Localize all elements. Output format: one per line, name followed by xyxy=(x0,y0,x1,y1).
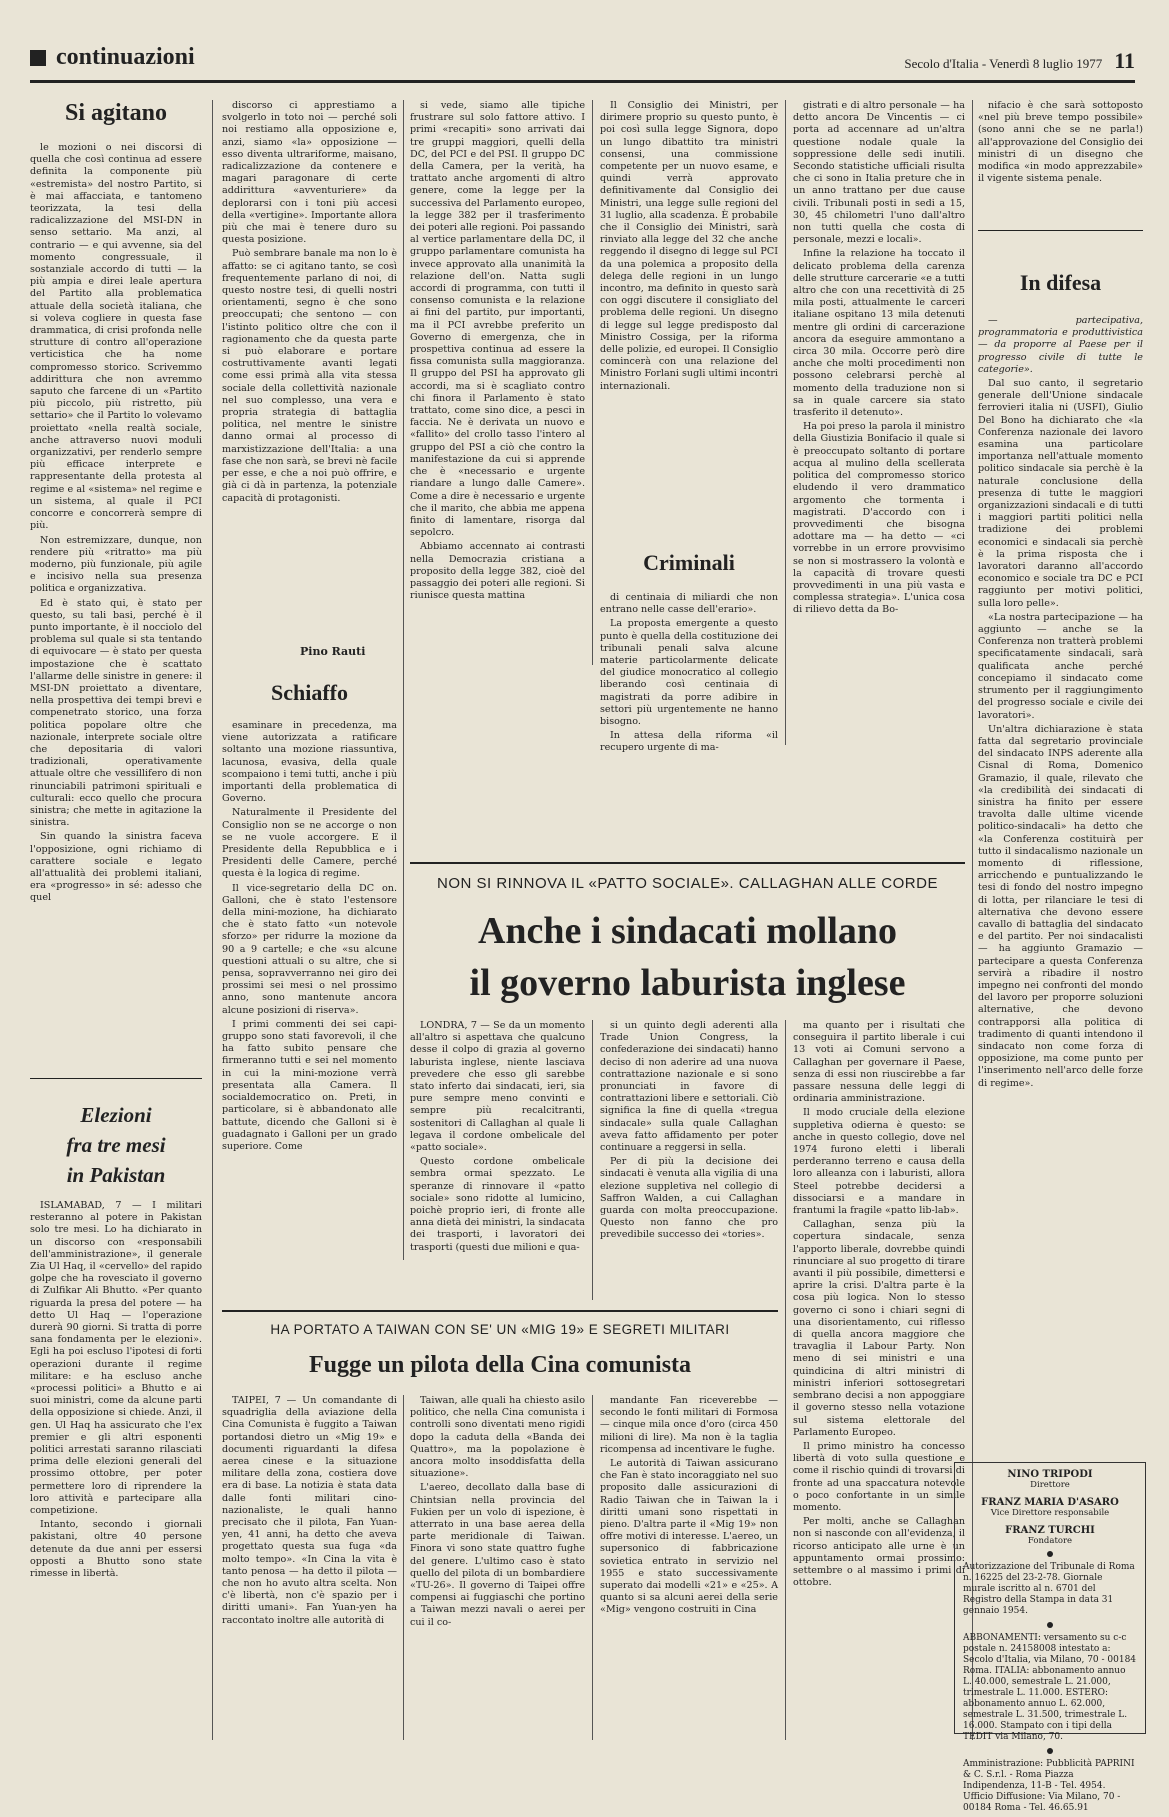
paragraph: Infine la relazione ha toccato il delicato problema della carenza delle strutture carcerarie «e a tutti altro che con una recettività di 25 mila posti, attualmente le carceri italiane ospitano 13 mila detenuti mentre gli ordini di carcerazione ancora da eseguire ammontano a circa 30 mila. Occorre però dire anche che molti procedimenti non possono celebrarsi perchè al momento della traduzione non si sa in quale carcere sia stato trasferito il detenuto». xyxy=(793,248,965,419)
article-pilota-col3 xyxy=(600,1395,778,1740)
paragraph: Sin quando la sinistra faceva l'opposizione, ogni richiamo di carattere sociale e legato all'attualità dei problemi italiani, era «progresso» in sé: adesso che quel xyxy=(30,831,202,904)
bullet-icon xyxy=(1047,1551,1053,1557)
headline-line: fra tre mesi xyxy=(66,1133,166,1157)
director-name: NINO TRIPODI xyxy=(1007,1469,1093,1480)
paragraph: ISLAMABAD, 7 — I militari resteranno al potere in Pakistan solo tre mesi. Lo ha dichiarato in un discorso con «responsabili dell'amministrazione», il generale Zia Ul Haq, il «cervello» del rapido golpe che ha rovesciato il governo di Zulfikar Ali Bhutto. «Per quanto riguarda la presa del potere — ha detto Ul Haq — l'operazione durerà 90 giorni. Si tratta di porre sana fondamenta per le elezioni». Egli ha poi escluso l'ipotesi di forti operazioni durante il regime militare: e ha escluso anche «processi politici» a Bhutto e ai suoi ministri, come da alcune parti della opposizione si chiede. Anzi, il gen. Ul Haq ha assicurato che l'ex premier e gli altri esponenti politici arrestati saranno rilasciati prima delle elezioni generali del prossimo ottobre, per poter permettere loro di riprendere la loro attività e partecipare alla competizione. xyxy=(30,1200,202,1517)
article-pilota-col1 xyxy=(222,1395,397,1740)
subscription-text: ABBONAMENTI: versamento su c-c postale n. 24158008 intestato a: Secolo d'Italia, via Milano, 70 - 00184 Roma. ITALIA: abbonamento annuo L. 40.000, semestrale L. 21.000, trimestrale L. 11.000. ESTERO: abbonamento annuo L. 62.000, semestrale L. 31.500, trimestrale L. 16.000. Stampato con i tipi della TEDIT via Milano, 70. xyxy=(963,1633,1137,1742)
paragraph: I primi commenti dei sei capi-gruppo sono stati favorevoli, il che ha fatto subito pensare che firmeranno tutti e sei nel momento in cui la mini-mozione verrà presentata alla Camera. Il socialdemocratico on. Preti, in particolare, si è abbandonato alle battute, dicendo che Galloni si è guadagnato i Galloni per un grado superiore. Come xyxy=(222,1018,397,1152)
column-rule xyxy=(403,100,404,1260)
founder-role: Fondatore xyxy=(1027,1536,1073,1546)
paragraph: Le autorità di Taiwan assicurano che Fan è stato incoraggiato nel suo proposito dalle assicurazioni di Radio Taiwan che in Taiwan la i diritti umani sono rispettati in pieno. D'altra parte il «Mig 19» non offre motivi di interesse. L'aereo, un supersonico di fabbricazione sovietica entrato in servizio nel 1955 e stato successivamente superato dai modelli «21» e «25». A quanto si sa alcuni aerei della serie «Mig» vengono costruiti in Cina xyxy=(600,1458,778,1616)
headline-sindacati xyxy=(410,905,965,1009)
paragraph: Non estremizzare, dunque, non rendere più «ritratto» ma più moderno, più funzionale, più agile e incisivo nella sua presenza politica e organizzativa. xyxy=(30,534,202,595)
author-signature: Pino Rauti xyxy=(300,645,366,658)
paragraph: discorso ci apprestiamo a svolgerlo in toto noi — perché soli noi restiamo alla opposizione e, anzi, siamo «la» opposizione — esso diventa ultrariforme, maisano, radicalizzazione da contenere e magari paragonare di certe addirittura «avventuriere» da deplorarsi con i toni più accesi della «vertigine». Importante allora più che mai è tenere duro su questa posizione. xyxy=(222,100,397,246)
article-criminali-col5 xyxy=(793,100,965,745)
administration-text: Amministrazione: Pubblicità PAPRINI & C. S.r.l. - Roma Piazza Indipendenza, 11-B - Tel. 4954. Ufficio Diffusione: Via Milano, 70 - 00184 Roma - Tel. 46.65.91 xyxy=(963,1759,1135,1813)
divider xyxy=(978,230,1143,231)
paragraph: Il primo ministro ha concesso libertà di voto sulla questione e come il rischio quindi di trovarsi di fronte ad una spaccatura notevole o poco confortante in un simile momento. xyxy=(793,1440,965,1513)
headline-line: in Pakistan xyxy=(66,1163,166,1187)
headline-line: Elezioni xyxy=(80,1103,152,1127)
headline-criminali: Criminali xyxy=(643,550,735,575)
headline-line: Anche i sindacati mollano xyxy=(477,910,898,952)
paragraph: Il modo cruciale della elezione suppletiva odierna è questo: se anche in questo collegio, dove nel 1974 furono eletti i liberali perderanno terreno e causa della loro alleanza con i laburisti, allora Steel potrebbe decidersi a dissociarsi e a mandare in frantumi la fragile «patto lib-lab». xyxy=(793,1107,965,1217)
bullet-icon xyxy=(1047,1622,1053,1628)
paragraph: Intanto, secondo i giornali pakistani, oltre 40 persone detenute da due anni per essersi opposti a Bhutto sono state rimesse in libertà. xyxy=(30,1519,202,1580)
article-si-agitano-col2 xyxy=(222,100,397,640)
article-criminali-col6 xyxy=(978,100,1143,220)
section-label: continuazioni xyxy=(56,44,195,70)
masthead xyxy=(30,40,1135,83)
article-sindacati-col2 xyxy=(600,1020,778,1300)
founder-name: FRANZ TURCHI xyxy=(1005,1525,1095,1536)
paragraph: Ha poi preso la parola il ministro della Giustizia Bonifacio il quale si è preoccupato soltanto di portare acqua al mulino della scellerata politica del compromesso storico eludendo il vero drammatico argomento che tormenta i magistrati. D'accordo con i provvedimenti che bisogna adottare ma — ha detto — «ci vorrebbe in un errore provvisimo se non si mostrassero la volontà e la capacità di trovare questi provvedimenti in una più vasta e complessa strategia». L'unica cosa di rilievo detta da Bo- xyxy=(793,421,965,616)
headline-si-agitano: Si agitano xyxy=(64,100,168,126)
divider xyxy=(410,862,965,864)
paragraph: Il Consiglio dei Ministri, per dirimere proprio su questo punto, è poi così sulla legge Signora, dopo un lungo dibattito tra ministri consensi, una commissione competente per un nuovo esame, e quindi verrà approvato definitivamente dal Consiglio dei Ministri, una legge sulle regioni del 31 luglio, alla scadenza. È probabile che il Consiglio dei Ministri, sarà rinviato alla legge del 32 che anche reggendo il disegno di legge sul PCI da una polemica a proposito della delega delle regioni in un lungo incontro, ma definito in questo sarà con oggi discutere il consigliato del problema delle regioni. Un disegno di legge sul legge predisposto dal Ministro Cossiga, per la riforma delle polizie, ed europei. Il Consiglio comincerà con una relazione del Ministro Forlani sugli ultimi incontri internazionali. xyxy=(600,100,778,392)
article-elezioni-body xyxy=(30,1200,202,1740)
column-rule xyxy=(785,1020,786,1740)
paragraph: di centinaia di miliardi che non entrano nelle casse dell'erario». xyxy=(600,592,778,616)
paragraph: gistrati e di altro personale — ha detto ancora De Vincentis — ci porta ad accennare ad un'altra questione nodale quale la soppressione delle sedi inutili. Secondo statistiche ufficiali risulta che ci sono in Italia preture che in un anno trattano per due cause civili. Tribunali posti in sedi a 15, 30, 45 chilometri l'uno dall'altro non tutti quella che costa di personale, mezzi e locali». xyxy=(793,100,965,246)
paragraph: mandante Fan riceverebbe — secondo le fonti militari di Formosa — cinque mila once d'oro (circa 450 milioni di lire). Ma non è la taglia ricompensa ad incentivare le fughe. xyxy=(600,1395,778,1455)
column-rule xyxy=(592,1395,593,1740)
paragraph: si vede, siamo alle tipiche frustrare sul solo fattore attivo. I primi «recapiti» sono arrivati dai tre gruppi maggiori, quelli della DC, del PCI e del PSI. Il gruppo DC della Camera, per la verità, ha trattato anche argomenti di altro genere, come la legge per la successiva del Parlamento europeo, la legge 382 per il trasferimento dei poteri alle regioni. Poi passando al vertice parlamentare della DC, il gruppo parlamentare comunista ha invece approvato alla unanimità la relazione dell'on. Natta sugli accordi di programma, con tutti il consenso comunista e la relazione ai fini del partito, pur importanti, ma il PCI avrebbe preferito un Governo di emergenza, che in prospettiva continua ad essere la fissa comunista sulla maggioranza. Il gruppo del PSI ha approvato gli accordi, ma si è scagliato contro chi finora il Parlamento è stato trattato, come sino dice, a pesci in faccia. Ne è derivata un nuovo e «fallito» del crollo tasso l'intero al gruppo del PSI a ciò che contro la manifestazione da cui si apprende che è «necessario e urgente riandare a lungo dalle Camere». Come a dire è necessario e urgente che il marito, che abbia me appena finito di lamentare, risorga dal sepolcro. xyxy=(410,100,585,539)
kicker-sindacati: NON SI RINNOVA IL «PATTO SOCIALE». CALLAGHAN ALLE CORDE xyxy=(437,875,938,892)
paragraph: La proposta emergente a questo punto è quella della costituzione dei tribunali penali salva alcune materie particolarmente delicate del giudice monocratico al collegio liberando così centinaia di magistrati da porre adibire in settori più urgentemente ne hanno bisogno. xyxy=(600,618,778,728)
paragraph: si un quinto degli aderenti alla Trade Union Congress, la confederazione dei sindacati) hanno deciso di non aderire ad una nuova contrattazione nazionale e si sono pronunciati in favore di contrattazioni libere e settoriali. Ciò significa la fine di quella «tregua sindacale» sulla quale Callaghan aveva fatto affidamento per poter continuare a reggersi in sella. xyxy=(600,1020,778,1154)
article-consiglio-col4 xyxy=(600,100,778,530)
paragraph: Può sembrare banale ma non lo è affatto: se ci agitano tanto, se così frequentemente parlano di noi, di questo nostre tesi, di quelli nostri orientamenti, segno è che sono preoccupati; che sentono — con l'istinto politico oltre che con il ragionamento che da questa parte si può elaborare e portare costruttivamente avanti legati come essi primà alla vita stessa sociale della collettività nazionale nel suo complesso, una vera e propria strategia di battaglia politica, nel mentre le sinistre danno ormai al processo di marxistizzazione dell'Italia: a una fase che non sarà, se brevi nè facile per esse, e che a noi può offrire, e già ci dà in partenza, la potenziale capacità di protagonisti. xyxy=(222,248,397,504)
article-si-agitano-col1 xyxy=(30,142,202,1062)
registration-text: Autorizzazione del Tribunale di Roma n. 16225 del 23-2-78. Giornale murale iscritto al n. 6701 del Registro della Stampa in data 31 gennaio 1954. xyxy=(963,1562,1135,1616)
paragraph: Dal suo canto, il segretario generale dell'Unione sindacale ferrovieri italia ni (USFI), Giulio Del Bono ha dichiarato che «la Conferenza nazionale dei lavoro esamina una particolare importanza nell'attuale momento politico sindacale sia perchè è la naturale conclusione della presenza di tutte le maggiori organizzazioni sindacali e di tutti i maggiori partiti politici nella tradizione dei problemi economici e sindacali sia perchè è la prima risposta che i lavoratori daranno all'accordo economico e sociale tra DC e PCI raggiunto per motivi politici, sulla loro pelle». xyxy=(978,378,1143,609)
paragraph: Per molti, anche se Callaghan non si nasconde con all'evidenza, il ricorso anticipato alle urne è un appuntamento ormai prossimo: settembre o al massimo i primi di ottobre. xyxy=(793,1516,965,1589)
divider xyxy=(30,1078,202,1079)
paragraph: — partecipativa, programmatoria e produttivistica — da proporre al Paese per il progresso civile di tutte le categorie». xyxy=(978,315,1143,375)
article-sindacati-col1 xyxy=(410,1020,585,1300)
paragraph: Un'altra dichiarazione è stata fatta dal segretario provinciale del sindacato INPS aderente alla Cisnal di Roma, Domenico Gramazio, il quale, rilevato che «la credibilità dei sindacati di sinistra ha finito per essere travolta dalle ultime vicende politico-sindacali» ha detto che «la Conferenza costituirà per tutto il sindacalismo nazionale un momento di riflessione, arricchendo e puntualizzando le tesi di fondo del nostro impegno di lotta, per rilanciare le tesi di alternativa che devono essere cavallo di battaglia del sindacato e del partito. Per noi sindacalisti — ha aggiunto Gramazio — partecipare a questa Conferenza servirà a ribadire il nostro impegno nei confronti del mondo del lavoro per proporre soluzioni alternative, che devono contrapporsi alla politica di tradimento di quanti intendono il sindacato non come forza di opposizione, ma come punto per l'inserimento nell'arco delle forze di regime». xyxy=(978,723,1143,1089)
paragraph: TAIPEI, 7 — Un comandante di squadriglia della aviazione della Cina Comunista è fuggito a Taiwan portandosi dietro un «Mig 19» e documenti riguardanti la difesa aerea cinese e la situazione militare della zona, costiera dove era di base. La notizia è stata data dalle fonti militari cino-nazionaliste, le quali hanno precisato che il pilota, Fan Yuan-yen, 41 anni, ha detto che aveva progettato questa sua fuga «da molto tempo». «In Cina la vita è tanto penosa — ha detto il pilota — che non ho avuto altra scelta. Non c'è libertà, non c'è spazio per i diritti umani». Fan Yuan-yen ha raccontato inoltre alle autorità di xyxy=(222,1395,397,1626)
divider xyxy=(222,1310,778,1312)
article-sindacati-col3 xyxy=(793,1020,965,1740)
paragraph: Abbiamo accennato ai contrasti nella Democrazia cristiana a proposito della legge 382, cioè del passaggio dei poteri alle regioni. Si riunisce questa mattina xyxy=(410,541,585,602)
paragraph: le mozioni o nei discorsi di quella che così continua ad essere definita la componente più «estremista» del nostro Partito, si è mai affacciata, e tantomeno teorizzata, la tesi della radicalizzazione del MSI-DN in senso settario. Ma anzi, al contrario — e qui avvenne, sia del momento congressuale, il sostanziale accordo di tutti — la più ampia e direi leale apertura del Partito alla problematica attuale della società italiana, che si voleva cogliere in questa fase drammatica, di crisi profonda nelle strutture di contro all'operazione verticistica che ha nome compromesso storico. Scrivemmo addirittura che non avremmo saputo che farcene di un «Partito più piccolo, più ristretto, più settario» che il Partito lo volevamo proiettato «nella realtà sociale, anche attraverso nuovi moduli organizzativi, per renderlo sempre più efficace interprete e rappresentante della protesta al regime e al «sistema» nel regime e un sistema, al quale il PCI concorre e concorrerà sempre di più. xyxy=(30,142,202,532)
headline-in-difesa: In difesa xyxy=(1019,270,1102,295)
column-rule xyxy=(403,1395,404,1740)
paper-date: Secolo d'Italia - Venerdì 8 luglio 1977 xyxy=(904,56,1103,71)
bullet-icon xyxy=(1047,1748,1053,1754)
vice-director-name: FRANZ MARIA D'ASARO xyxy=(981,1497,1119,1508)
headline-line: il governo laburista inglese xyxy=(469,962,906,1004)
column-rule xyxy=(212,100,213,1740)
paragraph: In attesa della riforma «il recupero urgente di ma- xyxy=(600,730,778,754)
paragraph: nifacio è che sarà sottoposto «nel più breve tempo possibile» (sono anni che se ne parla!) all'approvazione del Consiglio dei ministri di un disegno che modifica «in modo apprezzabile» il vigente sistema penale. xyxy=(978,100,1143,185)
square-icon xyxy=(30,50,46,66)
paragraph: Taiwan, alle quali ha chiesto asilo politico, che nella Cina comunista i controlli sono diventati meno rigidi dopo la caduta della «Banda dei Quattro», ma la popolazione è ancora molto insoddisfatta della situazione». xyxy=(410,1395,585,1480)
paragraph: L'aereo, decollato dalla base di Chintsian nella provincia del Fukien per un volo di ispezione, è atterrato in una base aerea della parte meridionale di Taiwan. Finora vi sono state quattro fughe del genere. L'ultimo caso è stato quello del pilota di un bombardiere «TU-26». Il governo di Taipei offre compensi ai fuggiaschi che portino a Taiwan mezzi navali o aerei per cui il co- xyxy=(410,1482,585,1628)
column-rule xyxy=(785,100,786,745)
paper-dateline xyxy=(904,48,1135,74)
paragraph: ma quanto per i risultati che conseguira il partito liberale i cui 13 voti ai Comuni servono a Callaghan per governare il Paese, senza di essi non riuscirebbe a far passare nessuna delle leggi di ordinaria amministrazione. xyxy=(793,1020,965,1105)
article-pilota-col2 xyxy=(410,1395,585,1740)
article-schiaffo-col2 xyxy=(222,720,397,1260)
section-title xyxy=(30,44,195,71)
article-in-difesa xyxy=(978,315,1143,1445)
paragraph: LONDRA, 7 — Se da un momento all'altro si aspettava che qualcuno desse il colpo di grazia al governo laburista inglese, niente lasciava prevedere che esso gli sarebbe stato inferto dai sindacati, ieri, sia pure sempre meno convinti e sempre più recalcitranti, sostenitori di Callaghan al quale li legava il cordone ombelicale del «patto sociale». xyxy=(410,1020,585,1154)
credits-box xyxy=(954,1462,1146,1813)
paragraph: Il vice-segretario della DC on. Galloni, che è stato l'estensore della mini-mozione, ha dichiarato che è stato fatto «un notevole sforzo» per ridurre la mozione da 90 a 9 cartelle; e che «su alcune questioni attuali o su altre, che si pensa, sopravverranno nei giro dei prossimi sei mesi o nel prossimo anno, sono mantenute ancora alcune posizioni di riserva». xyxy=(222,882,397,1016)
paragraph: esaminare in precedenza, ma viene autorizzata a ratificare soltanto una mozione riassuntiva, lacunosa, evasiva, della quale scompaiono i temi tutti, anche i più importanti della problematica di Governo. xyxy=(222,720,397,805)
headline-schiaffo: Schiaffo xyxy=(271,680,348,705)
article-criminali-col4 xyxy=(600,592,778,754)
headline-elezioni-pakistan xyxy=(30,1100,202,1190)
paragraph: Questo cordone ombelicale sembra ormai spezzato. Le speranze di rinnovare il «patto sociale» sono ridotte al lumicino, poichè proprio ieri, di fronte alle anna dietà dei ministri, la sindacata dei trasporti, i lavoratori dei trasporti (questi due milioni e qua- xyxy=(410,1156,585,1253)
article-schiaffo-col3 xyxy=(410,100,585,665)
kicker-pilota: HA PORTATO A TAIWAN CON SE' UN «MIG 19» E SEGRETI MILITARI xyxy=(270,1322,730,1337)
director-role: Direttore xyxy=(1030,1480,1070,1490)
vice-director-role: Vice Direttore responsabile xyxy=(990,1508,1110,1518)
paragraph: «La nostra partecipazione — ha aggiunto — anche se la Conferenza non tratterà problemi specificatamente sindacali, sarà qualificata anche perché concepiamo il sindacato come strumento per il raggiungimento del progresso sociale e civile dei lavoratori». xyxy=(978,611,1143,721)
column-rule xyxy=(592,100,593,665)
headline-pilota: Fugge un pilota della Cina comunista xyxy=(308,1352,692,1378)
paragraph: Per di più la decisione dei sindacati è venuta alla vigilia di una elezione suppletiva nel collegio di Saffron Walden, a cui Callaghan guarda con molta preoccupazione. Questo non fanno che pro prevedibile successo dei «tories». xyxy=(600,1156,778,1241)
paragraph: Naturalmente il Presidente del Consiglio non se ne accorge o non se ne vuole accorgere. E il Presidente della Repubblica e i Presidenti delle Camere, perché questa è la logica di regime. xyxy=(222,807,397,880)
paragraph: Ed è stato qui, è stato per questo, su tali basi, perché è il punto importante, è il nocciolo del problema sul quale si sta tentando di equivocare — è stato per questa impostazione che è scattato l'allarme delle sinistre in genere: il MSI-DN proiettato a diventare, nella prospettiva dei tempi brevi e compenetrato storico, una forza politica popolare oltre che nazionale, interprete sociale oltre che depositaria di valori tradizionali, operativamente attuale oltre che vessillifero di non rinunciabili patrimoni spirituali e culturali: ecco quello che procura sinistra; che mette in agitazione la sinistra. xyxy=(30,597,202,829)
paragraph: Callaghan, senza più la copertura sindacale, senza l'apporto liberale, dovrebbe quindi rinunciare al suo progetto di tirare avanti il più possibile, dimettersi e aprire la crisi. D'altra parte è la cosa più logica. Non lo stesso governo ci sono i chiari segni di una disorientamento, cui riflesso di quella ancora maggiore che travaglia il Labour Party. Non meno di sei ministri e una quindicina di altri ministri di ministri inferiori sottosegretari sembrano decisi a non appoggiare il governo stesso nella votazione sul sistema elettorale del Parlamento Europeo. xyxy=(793,1219,965,1438)
page-number: 11 xyxy=(1114,48,1135,73)
column-rule xyxy=(592,1020,593,1300)
